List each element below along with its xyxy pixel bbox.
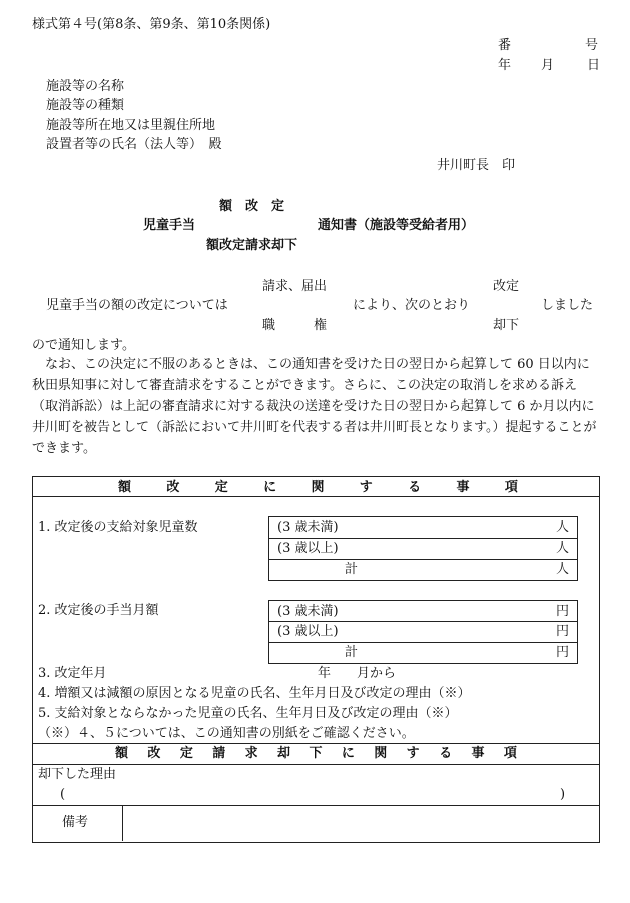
section1-heading: 額 改 定 に 関 す る 事 項 — [118, 480, 518, 495]
date-month: 月 — [541, 58, 555, 73]
item3-label: 3. 改定年月 — [38, 666, 107, 681]
title-bottom: 額改定請求却下 — [206, 238, 298, 253]
reason-paren-open: ( — [60, 787, 66, 802]
item4-label: 4. 増額又は減額の原因となる児童の氏名、生年月日及び改定の理由（※） — [38, 686, 471, 701]
child-count-over3: (3 歳以上) 人 — [277, 541, 569, 556]
item5-label: 5. 支給対象とならなかった児童の氏名、生年月日及び改定の理由（※） — [38, 706, 458, 721]
divider — [33, 743, 599, 744]
option-ex-officio: 職 権 — [262, 318, 328, 333]
option-reject: 却下 — [493, 318, 520, 333]
monthly-amount-box — [268, 600, 578, 664]
number-suffix: 号 — [585, 38, 599, 53]
title-top: 額 改 定 — [219, 199, 285, 214]
amount-total: 計 円 — [345, 645, 569, 660]
section2-heading: 額 改 定 請 求 却 下 に 関 す る 事 項 — [115, 746, 517, 761]
facility-type-label: 施設等の種類 — [46, 98, 125, 113]
reason-paren-close: ) — [560, 787, 566, 802]
remarks-label: 備考 — [62, 815, 89, 830]
item1-label: 1. 改定後の支給対象児童数 — [38, 520, 198, 535]
body-line-cont: ので通知します。 — [32, 338, 135, 353]
option-request: 請求、届出 — [262, 279, 328, 294]
facility-name-label: 施設等の名称 — [46, 79, 125, 94]
number-label: 番 — [498, 38, 512, 53]
option-revise: 改定 — [493, 279, 520, 294]
annex-note: （※）４、５については、この通知書の別紙をご確認ください。 — [38, 726, 415, 741]
body-line-mid: により、次のとおり — [353, 298, 471, 313]
divider — [33, 805, 599, 806]
item2-label: 2. 改定後の手当月額 — [38, 603, 159, 618]
mayor-seal: 井川町長 印 — [437, 158, 516, 173]
child-count-total: 計 人 — [345, 562, 569, 577]
form-number: 様式第４号(第8条、第9条、第10条関係) — [32, 17, 271, 32]
item3-value: 年 月から — [318, 666, 397, 681]
amount-over3: (3 歳以上) 円 — [277, 624, 569, 639]
body-line-start: 児童手当の額の改定については — [46, 298, 228, 313]
date-day: 日 — [587, 58, 601, 73]
body-line-end: しました — [541, 298, 594, 313]
reject-reason-label: 却下した理由 — [38, 767, 117, 782]
divider — [33, 764, 599, 765]
divider — [33, 496, 599, 497]
appeal-notice: なお、この決定に不服のあるときは、この通知書を受けた日の翌日から起算して 60 日以内に秋田県知事に対して審査請求をすることができます。さらに、この決定の取消しを求める訴え（取消訴訟）は上記の審査請求に対する裁決の送達を受けた日の翌日から起算して 6 か月以内に井川町を被告として（訴訟において井川町を代表する者は井川町長となります。）提起することができます。 — [32, 357, 597, 456]
remarks-divider — [122, 805, 123, 841]
date-year: 年 — [498, 58, 512, 73]
facility-address-label: 施設等所在地又は里親住所地 — [46, 118, 216, 133]
title-right: 通知書（施設等受給者用） — [318, 218, 475, 233]
amount-under3: (3 歳未満) 円 — [277, 604, 569, 619]
child-count-under3: (3 歳未満) 人 — [277, 520, 569, 535]
founder-name-label: 設置者等の氏名（法人等） 殿 — [46, 137, 222, 152]
child-count-box — [268, 516, 578, 581]
title-left: 児童手当 — [143, 218, 196, 233]
